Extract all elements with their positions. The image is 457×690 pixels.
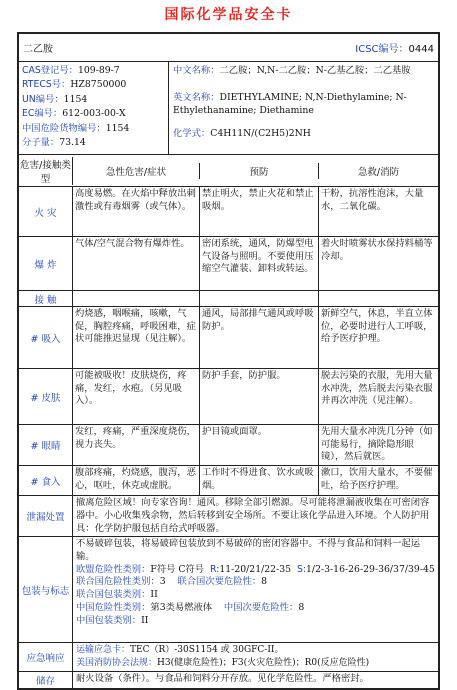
cn-packing-group: 中国包装类别：II <box>76 614 149 626</box>
ec-number: EC编号：612-003-00-X <box>22 108 126 120</box>
transport-card: 运输应急卡：TEC（R）-30S1154 或 30GFC-II。 <box>76 645 284 655</box>
row-type: 接 触 <box>19 291 73 306</box>
storage-text: 耐火设备（条件）。与食品和饲料分开存放。见化学危险性。严格密封。 <box>76 673 369 684</box>
emergency-content <box>73 643 438 671</box>
table-header <box>19 155 438 187</box>
header-aid: 急救/消防 <box>357 166 400 178</box>
table-row <box>19 237 438 291</box>
emergency-label: 应急响应 <box>19 643 73 671</box>
table-row <box>19 369 438 425</box>
safety-card <box>17 32 440 690</box>
packaging-text: 不易破碎包装，将易破碎包装放到不易破碎的密闭容器中。不得与食品和饲料一起运输。 <box>76 538 420 562</box>
molecular-weight: 分子量：73.14 <box>22 137 86 149</box>
row-prevent: 护目镜或面罩。 <box>200 425 319 465</box>
chemical-name: 二乙胺 <box>23 44 53 55</box>
card-title: 国际化学品安全卡 <box>164 7 293 23</box>
row-type: # 吸入 <box>19 307 73 368</box>
table-row <box>19 291 438 307</box>
un-packing-group: 联合国包装类别：II <box>76 589 158 601</box>
row-prevent: 密闭系统，通风，防爆型电气设备与照明。不要使用压缩空气灌装、卸料或转运。 <box>200 237 319 290</box>
table-row <box>19 187 438 237</box>
row-aid: 着火时喷雾状水保持料桶等冷却。 <box>321 238 433 262</box>
chemical-formula: 化学式：C4H11N/(C2H5)2NH <box>173 128 311 139</box>
storage-label: 储存 <box>19 672 73 688</box>
un-number: UN编号：1154 <box>22 93 88 105</box>
un-classification: 联合国危险性类别：3 联合国次要危险性：8 <box>76 576 268 588</box>
table-row <box>19 307 438 369</box>
packaging-label: 包装与标志 <box>19 537 73 642</box>
row-type: 爆 炸 <box>19 237 73 290</box>
row-aid: 脱去污染的衣服，先用大量水冲洗，然后脱去污染衣服并再次冲洗（见注解）。 <box>321 370 433 407</box>
row-symptom: 腹部疼痛，灼烧感，腹泻，恶心，呕吐，休克或虚脱。 <box>73 466 200 495</box>
cn-classification: 中国危险性类别：第3类易燃液体 中国次要危险性：8 <box>76 601 305 613</box>
spill-text: 撤离危险区域！向专家咨询！通风。移除全部引燃源。尽可能将泄漏液收集在可密闭容器中。小心收集残余物，然后转移到安全场所。不要让该化学品进入环境。个人防护用具：化学防护服包括自给式呼吸器。 <box>76 497 430 534</box>
row-aid: 干粉，抗溶性泡沫，大量水，二氧化碳。 <box>321 188 424 212</box>
names-block <box>169 62 438 154</box>
row-prevent: 工作时不得进食、饮水或吸烟。 <box>200 466 319 495</box>
header-type: 危害/接触类型 <box>19 157 73 185</box>
row-symptom: 可能被吸收！皮肤烧伤，疼痛，发红，水疱。（另见吸入）。 <box>73 369 200 424</box>
english-name: 英文名称：DIETHYLAMINE; N,N-Diethylamine; N-Ethylethanamine; Diethamine <box>173 92 407 116</box>
spill-section <box>19 496 438 537</box>
emergency-section <box>19 643 438 672</box>
eu-classification: 欧盟危险性类别：F符号 C符号 R:11-20/21/22-35 S:1/2-3-16-26-29-36/37/39-45 <box>76 563 435 575</box>
table-row <box>19 466 438 496</box>
row-symptom: 气体/空气混合物有爆炸性。 <box>73 237 200 290</box>
header-symptom: 急性危害/症状 <box>73 163 200 179</box>
registry-numbers <box>19 62 169 154</box>
cn-dangerous-goods-number: 中国危险货物编号：1154 <box>22 122 130 134</box>
row-symptom <box>73 291 200 306</box>
spill-label: 泄漏处置 <box>19 496 73 536</box>
row-prevent: 禁止明火，禁止火花和禁止吸烟。 <box>200 187 319 236</box>
row-symptom: 高度易燃。在火焰中释放出刺激性或有毒烟雾（或气体）。 <box>73 187 200 236</box>
rtecs-number: RTECS号：HZ8750000 <box>22 79 127 91</box>
header-prevent: 预防 <box>200 163 319 179</box>
card-header <box>19 34 438 62</box>
row-symptom: 灼烧感，咽喉痛，咳嗽，气促，胸腔疼痛，呼吸困难，症状可能推迟显现（见注解）。 <box>73 307 200 368</box>
row-type: 火 灾 <box>19 187 73 236</box>
storage-section <box>19 672 438 688</box>
row-prevent: 防护手套，防护服。 <box>200 369 319 424</box>
chinese-name: 中文名称：二乙胺；N,N-二乙胺；N-乙基乙胺；二乙基胺 <box>173 65 411 76</box>
identifiers <box>19 62 438 155</box>
packaging-section <box>19 537 438 643</box>
row-prevent <box>200 291 319 306</box>
row-type: # 眼睛 <box>19 425 73 465</box>
row-prevent: 通风，局部排气通风或呼吸防护。 <box>200 307 319 368</box>
row-type: # 食入 <box>19 466 73 495</box>
row-aid: 漱口，饮用大量水，不要催吐，给予医疗护理。 <box>321 467 433 491</box>
icsc-number: ICSC编号：0444 <box>355 44 434 55</box>
cas-number: CAS登记号：109-89-7 <box>22 65 120 76</box>
table-row <box>19 425 438 466</box>
row-type: # 皮肤 <box>19 369 73 424</box>
row-aid: 新鲜空气，休息，半直立体位，必要时进行人工呼吸，给予医疗护理。 <box>321 308 433 345</box>
row-symptom: 发红，疼痛，严重深度烧伤，视力丧失。 <box>73 425 200 465</box>
row-aid: 先用大量水冲洗几分钟（如可能易行，摘除隐形眼镜），然后就医。 <box>321 426 433 463</box>
nfpa-code: 美国消防协会法规：H3(健康危险性)；F3(火灾危险性)；R0(反应危险性) <box>76 657 370 668</box>
row-aid <box>319 291 438 306</box>
packaging-content <box>73 537 438 642</box>
